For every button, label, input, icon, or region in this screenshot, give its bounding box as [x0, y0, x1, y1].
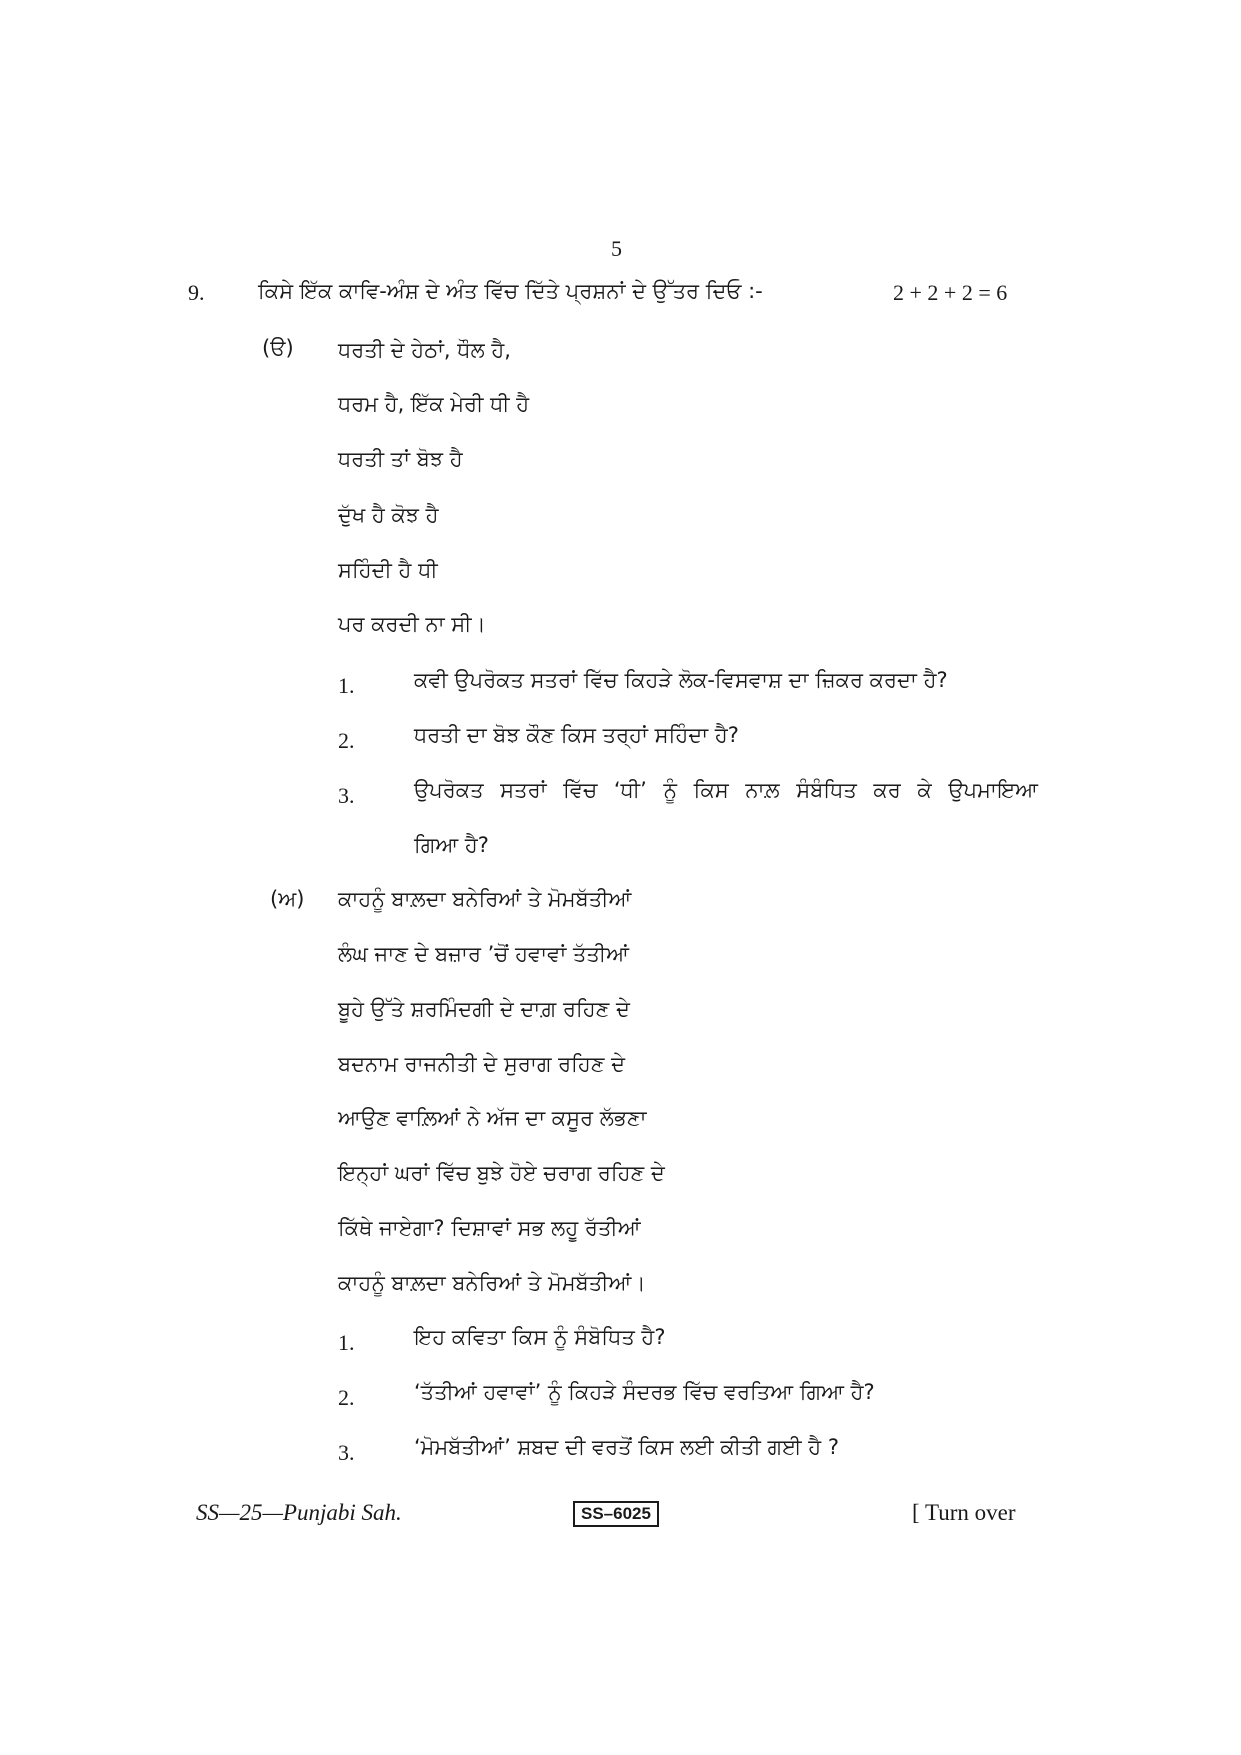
sub-question-text: ਇਹ ਕਵਿਤਾ ਕਿਸ ਨੂੰ ਸੰਬੋਧਿਤ ਹੈ?	[414, 1325, 666, 1349]
sub-question-number: 2.	[338, 728, 355, 753]
question-number: 9.	[188, 280, 205, 305]
poem-line: ਧਰਤੀ ਦੇ ਹੇਠਾਂ, ਧੌਲ ਹੈ,	[338, 338, 511, 362]
poem-line: ਦੁੱਖ ਹੈ ਕੋਝ ਹੈ	[338, 503, 439, 527]
sub-question-text-continued: ਗਿਆ ਹੈ?	[414, 833, 489, 857]
footer-turn-over: [ Turn over	[912, 1500, 1016, 1525]
poem-line: ਪਰ ਕਰਦੀ ਨਾ ਸੀ।	[338, 612, 486, 636]
sub-question-number: 3.	[338, 783, 355, 808]
sub-question-text: ਕਵੀ ਉਪਰੋਕਤ ਸਤਰਾਂ ਵਿੱਚ ਕਿਹੜੇ ਲੋਕ-ਵਿਸਵਾਸ਼ ਦਾ ਜ਼ਿਕਰ ਕਰਦਾ ਹੈ?	[414, 668, 948, 692]
poem-line: ਕਾਹਨੂੰ ਬਾਲ਼ਦਾ ਬਨੇਰਿਆਂ ਤੇ ਮੋਮਬੱਤੀਆਂ	[338, 887, 632, 911]
poem-line: ਇਨ੍ਹਾਂ ਘਰਾਂ ਵਿੱਚ ਬੁਝੇ ਹੋਏ ਚਰਾਗ ਰਹਿਣ ਦੇ	[338, 1161, 665, 1185]
sub-question-text: ‘ਤੱਤੀਆਂ ਹਵਾਵਾਂ’ ਨੂੰ ਕਿਹੜੇ ਸੰਦਰਭ ਵਿੱਚ ਵਰਤਿਆ ਗਿਆ ਹੈ?	[414, 1380, 875, 1404]
part-b-label: (ਅ)	[270, 887, 305, 911]
page-number: 5	[611, 236, 622, 261]
part-a-label: (ੳ)	[262, 336, 294, 360]
sub-question-number: 1.	[338, 673, 355, 698]
question-instruction: ਕਿਸੇ ਇੱਕ ਕਾਵਿ-ਅੰਸ਼ ਦੇ ਅੰਤ ਵਿੱਚ ਦਿੱਤੇ ਪ੍ਰਸ਼ਨਾਂ ਦੇ ਉੱਤਰ ਦਿਓ :-	[258, 279, 763, 303]
sub-question-number: 2.	[338, 1385, 355, 1410]
poem-line: ਕਿੱਥੇ ਜਾਏਗਾ? ਦਿਸ਼ਾਵਾਂ ਸਭ ਲਹੂ ਰੱਤੀਆਂ	[338, 1216, 641, 1240]
poem-line: ਲੰਘ ਜਾਣ ਦੇ ਬਜ਼ਾਰ ’ਚੋਂ ਹਵਾਵਾਂ ਤੱਤੀਆਂ	[338, 942, 630, 966]
sub-question-text: ਧਰਤੀ ਦਾ ਬੋਝ ਕੌਣ ਕਿਸ ਤਰ੍ਹਾਂ ਸਹਿੰਦਾ ਹੈ?	[414, 723, 739, 747]
question-marks: 2 + 2 + 2 = 6	[893, 280, 1008, 305]
poem-line: ਬੂਹੇ ਉੱਤੇ ਸ਼ਰਮਿੰਦਗੀ ਦੇ ਦਾਗ਼ ਰਹਿਣ ਦੇ	[338, 997, 630, 1021]
sub-question-text: ‘ਮੋਮਬੱਤੀਆਂ’ ਸ਼ਬਦ ਦੀ ਵਰਤੋਂ ਕਿਸ ਲਈ ਕੀਤੀ ਗਈ ਹੈ ?	[414, 1435, 839, 1459]
poem-line: ਬਦਨਾਮ ਰਾਜਨੀਤੀ ਦੇ ਸੁਰਾਗ ਰਹਿਣ ਦੇ	[338, 1052, 626, 1076]
sub-question-text: ਉਪਰੋਕਤ ਸਤਰਾਂ ਵਿੱਚ ‘ਧੀ’ ਨੂੰ ਕਿਸ ਨਾਲ਼ ਸੰਬੰਧਿਤ ਕਰ ਕੇ ਉਪਮਾਇਆ	[414, 778, 1038, 802]
poem-line: ਧਰਤੀ ਤਾਂ ਬੋਝ ਹੈ	[338, 447, 463, 471]
sub-question-number: 1.	[338, 1330, 355, 1355]
poem-line: ਸਹਿੰਦੀ ਹੈ ਧੀ	[338, 558, 438, 582]
poem-line: ਧਰਮ ਹੈ, ਇੱਕ ਮੇਰੀ ਧੀ ਹੈ	[338, 392, 530, 416]
footer-paper-title: SS—25—Punjabi Sah.	[196, 1500, 402, 1525]
sub-question-number: 3.	[338, 1440, 355, 1465]
poem-line: ਆਉਣ ਵਾਲ਼ਿਆਂ ਨੇ ਅੱਜ ਦਾ ਕਸੂਰ ਲੱਭਣਾ	[338, 1106, 647, 1130]
footer-paper-code: SS–6025	[573, 1501, 659, 1527]
poem-line: ਕਾਹਨੂੰ ਬਾਲ਼ਦਾ ਬਨੇਰਿਆਂ ਤੇ ਮੋਮਬੱਤੀਆਂ।	[338, 1271, 646, 1295]
